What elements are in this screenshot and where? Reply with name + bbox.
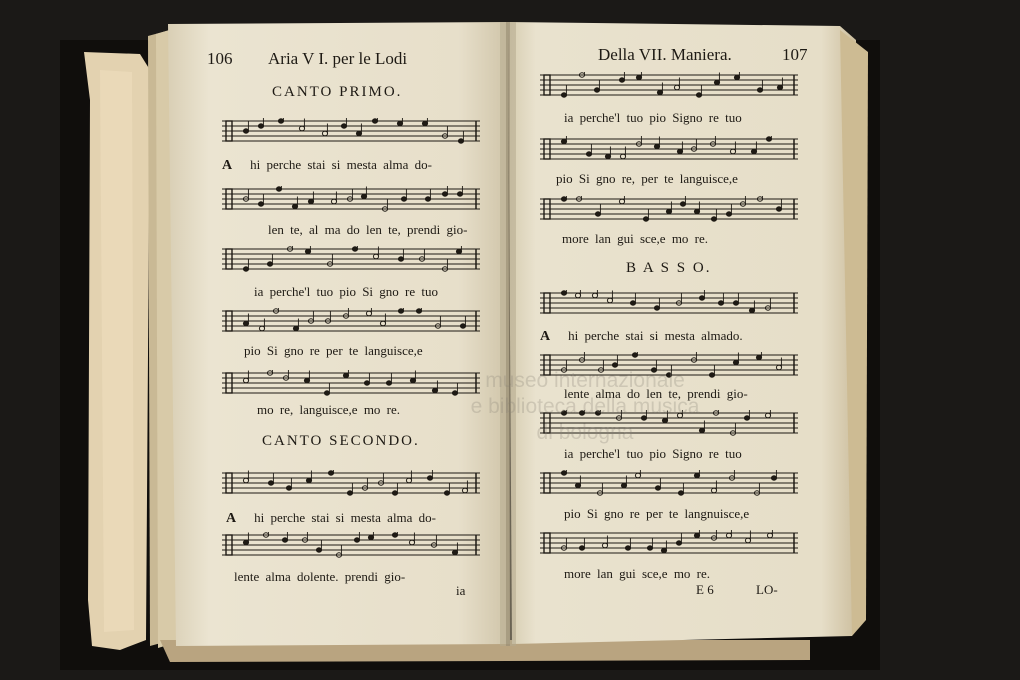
note-head: [422, 121, 427, 125]
note-head: [561, 139, 566, 143]
note-head: [776, 207, 781, 211]
note-head: [605, 154, 610, 158]
note-head: [674, 85, 679, 89]
note-head: [662, 418, 667, 422]
note-head: [632, 353, 637, 357]
note-head: [406, 478, 411, 482]
note-head: [243, 540, 248, 544]
note-head: [392, 533, 397, 537]
staff-drawing: [540, 410, 798, 436]
lyric-line: ia perche'l tuo pio Si gno re tuo: [254, 284, 439, 299]
note-head: [635, 473, 640, 477]
note-head: [286, 486, 291, 490]
staff-drawing: [540, 470, 798, 496]
note-head: [745, 538, 750, 542]
note-head: [347, 491, 352, 495]
note-head: [661, 548, 666, 552]
note-head: [579, 546, 584, 550]
note-head: [594, 88, 599, 92]
note-head: [751, 149, 756, 153]
note-head: [694, 533, 699, 537]
note-head: [316, 548, 321, 552]
note-head: [619, 199, 624, 203]
running-head: Della VII. Maniera.: [598, 45, 732, 64]
lyric-line: len te, al ma do len te, prendi gio-: [268, 222, 468, 237]
lyric-initial: A: [222, 158, 233, 173]
note-head: [341, 124, 346, 128]
note-head: [655, 486, 660, 490]
staff-drawing: [540, 530, 798, 556]
note-head: [666, 209, 671, 213]
note-head: [651, 368, 656, 372]
section-title: CANTO PRIMO.: [272, 84, 403, 100]
watermark-line: e biblioteca della musica: [470, 395, 700, 418]
note-head: [243, 378, 248, 382]
note-head: [575, 483, 580, 487]
note-head: [372, 119, 377, 123]
note-head: [243, 267, 248, 271]
note-head: [361, 194, 366, 198]
note-head: [654, 144, 659, 148]
note-head: [398, 309, 403, 313]
note-head: [398, 257, 403, 261]
note-head: [726, 212, 731, 216]
note-head: [714, 80, 719, 84]
note-head: [328, 471, 333, 475]
note-head: [647, 546, 652, 550]
note-head: [364, 381, 369, 385]
music-staff: [222, 246, 480, 270]
note-head: [243, 129, 248, 133]
staff-drawing: [540, 352, 798, 378]
note-head: [352, 247, 357, 251]
lyric-line: more lan gui sce,e mo re.: [562, 231, 709, 246]
note-head: [699, 428, 704, 432]
lyric-line: [222, 157, 432, 174]
note-head: [354, 538, 359, 542]
section-title: B A S S O.: [626, 260, 712, 276]
lyric-line: pio Si gno re per te langnuisce,e: [564, 506, 750, 521]
catchword: ia: [456, 583, 466, 598]
music-staff: [540, 196, 798, 220]
note-head: [456, 249, 461, 253]
running-head: Aria V I. per le Lodi: [268, 49, 408, 68]
note-head: [733, 301, 738, 305]
note-head: [305, 249, 310, 253]
note-head: [380, 321, 385, 325]
note-head: [276, 187, 281, 191]
note-head: [777, 85, 782, 89]
note-head: [749, 308, 754, 312]
note-head: [678, 491, 683, 495]
music-staff: [222, 308, 480, 332]
note-head: [561, 411, 566, 415]
note-head: [776, 365, 781, 369]
lyric-line: ia perche'l tuo pio Signo re tuo: [564, 110, 742, 125]
note-head: [744, 416, 749, 420]
note-head: [699, 296, 704, 300]
note-head: [677, 413, 682, 417]
lyric-line: more lan gui sce,e mo re.: [564, 566, 711, 581]
music-staff: [222, 370, 480, 394]
note-head: [765, 413, 770, 417]
note-head: [630, 301, 635, 305]
note-head: [579, 411, 584, 415]
note-head: [726, 533, 731, 537]
note-head: [602, 543, 607, 547]
section-title: CANTO SECONDO.: [262, 433, 420, 449]
note-head: [680, 202, 685, 206]
note-head: [331, 199, 336, 203]
staff-drawing: [222, 118, 480, 144]
staff-drawing: [222, 470, 480, 496]
note-head: [306, 478, 311, 482]
music-staff: [222, 532, 480, 556]
note-head: [625, 546, 630, 550]
note-head: [619, 78, 624, 82]
note-head: [733, 360, 738, 364]
note-head: [293, 326, 298, 330]
note-head: [636, 75, 641, 79]
note-head: [575, 293, 580, 297]
note-head: [457, 192, 462, 196]
note-head: [621, 483, 626, 487]
note-head: [324, 391, 329, 395]
music-staff: [540, 72, 798, 96]
note-head: [643, 217, 648, 221]
lyric-initial: A: [226, 511, 237, 526]
note-head: [756, 355, 761, 359]
note-head: [654, 306, 659, 310]
note-head: [666, 373, 671, 377]
watermark-line: di bologna: [536, 421, 634, 444]
note-head: [734, 75, 739, 79]
music-staff: [222, 470, 480, 494]
music-staff: [540, 290, 798, 314]
music-staff: [222, 186, 480, 210]
note-head: [432, 388, 437, 392]
staff-drawing: [222, 246, 480, 272]
note-head: [766, 137, 771, 141]
note-head: [243, 478, 248, 482]
note-head: [258, 202, 263, 206]
signature-mark: E 6: [696, 582, 714, 597]
note-head: [620, 154, 625, 158]
note-head: [595, 411, 600, 415]
note-head: [607, 298, 612, 302]
note-head: [401, 197, 406, 201]
note-head: [444, 491, 449, 495]
note-head: [460, 324, 465, 328]
note-head: [711, 488, 716, 492]
note-head: [268, 481, 273, 485]
note-head: [657, 90, 662, 94]
note-head: [397, 121, 402, 125]
note-head: [612, 363, 617, 367]
catchword: LO-: [756, 582, 778, 597]
staff-drawing: [222, 308, 480, 334]
staff-drawing: [540, 196, 798, 222]
note-head: [757, 88, 762, 92]
note-head: [243, 321, 248, 325]
lyric-line: lente alma do len te, prendi gio-: [564, 386, 748, 401]
lyric-line: ia perche'l tuo pio Signo re tuo: [564, 446, 742, 461]
note-head: [462, 488, 467, 492]
page-number: 107: [782, 45, 808, 64]
note-head: [694, 209, 699, 213]
lyric-line: [226, 510, 436, 527]
note-head: [694, 473, 699, 477]
music-staff: [540, 136, 798, 160]
music-staff: [540, 530, 798, 554]
page-number: 106: [207, 49, 233, 68]
note-head: [373, 254, 378, 258]
note-head: [304, 378, 309, 382]
note-head: [442, 192, 447, 196]
lyric-initial: A: [540, 329, 551, 344]
note-head: [356, 131, 361, 135]
note-head: [267, 262, 272, 266]
staff-drawing: [222, 370, 480, 396]
lyric-line: pio Si gno re per te languisce,e: [244, 343, 423, 358]
note-head: [410, 378, 415, 382]
lyric-line: pio Si gno re, per te languisce,e: [556, 171, 738, 186]
note-head: [425, 197, 430, 201]
staff-drawing: [222, 532, 480, 558]
note-head: [709, 373, 714, 377]
staff-drawing: [540, 136, 798, 162]
note-head: [416, 309, 421, 313]
note-head: [368, 535, 373, 539]
note-head: [308, 199, 313, 203]
note-head: [259, 326, 264, 330]
note-head: [767, 533, 772, 537]
note-head: [299, 126, 304, 130]
note-head: [343, 373, 348, 377]
note-head: [366, 311, 371, 315]
note-head: [452, 550, 457, 554]
note-head: [696, 93, 701, 97]
note-head: [676, 541, 681, 545]
note-head: [561, 197, 566, 201]
note-head: [258, 124, 263, 128]
lyric-line: [540, 328, 743, 345]
lyric-text: hi perche stai si mesta alma do-: [250, 157, 433, 172]
note-head: [409, 540, 414, 544]
music-staff: [222, 118, 480, 142]
note-head: [322, 131, 327, 135]
note-head: [641, 416, 646, 420]
note-head: [452, 391, 457, 395]
note-head: [586, 152, 591, 156]
music-staff: [540, 352, 798, 376]
note-head: [771, 476, 776, 480]
note-head: [292, 204, 297, 208]
watermark-line: museo internazionale: [485, 369, 685, 392]
lyric-text: hi perche stai si mesta alma do-: [254, 510, 437, 525]
note-head: [427, 476, 432, 480]
note-head: [458, 139, 463, 143]
music-staff: [540, 470, 798, 494]
note-head: [561, 291, 566, 295]
staff-drawing: [540, 72, 798, 98]
lyric-line: mo re, languisce,e mo re.: [257, 402, 401, 417]
note-head: [561, 93, 566, 97]
note-head: [561, 471, 566, 475]
note-head: [392, 491, 397, 495]
staff-drawing: [222, 186, 480, 212]
note-head: [282, 538, 287, 542]
note-head: [711, 217, 716, 221]
note-head: [677, 149, 682, 153]
note-head: [595, 212, 600, 216]
note-head: [278, 119, 283, 123]
lyric-text: hi perche stai si mesta almado.: [568, 328, 743, 343]
note-head: [592, 293, 597, 297]
lyric-line: lente alma dolente. prendi gio-: [234, 569, 406, 584]
note-head: [730, 149, 735, 153]
music-staff: [540, 410, 798, 434]
staff-drawing: [540, 290, 798, 316]
note-head: [386, 381, 391, 385]
note-head: [718, 301, 723, 305]
